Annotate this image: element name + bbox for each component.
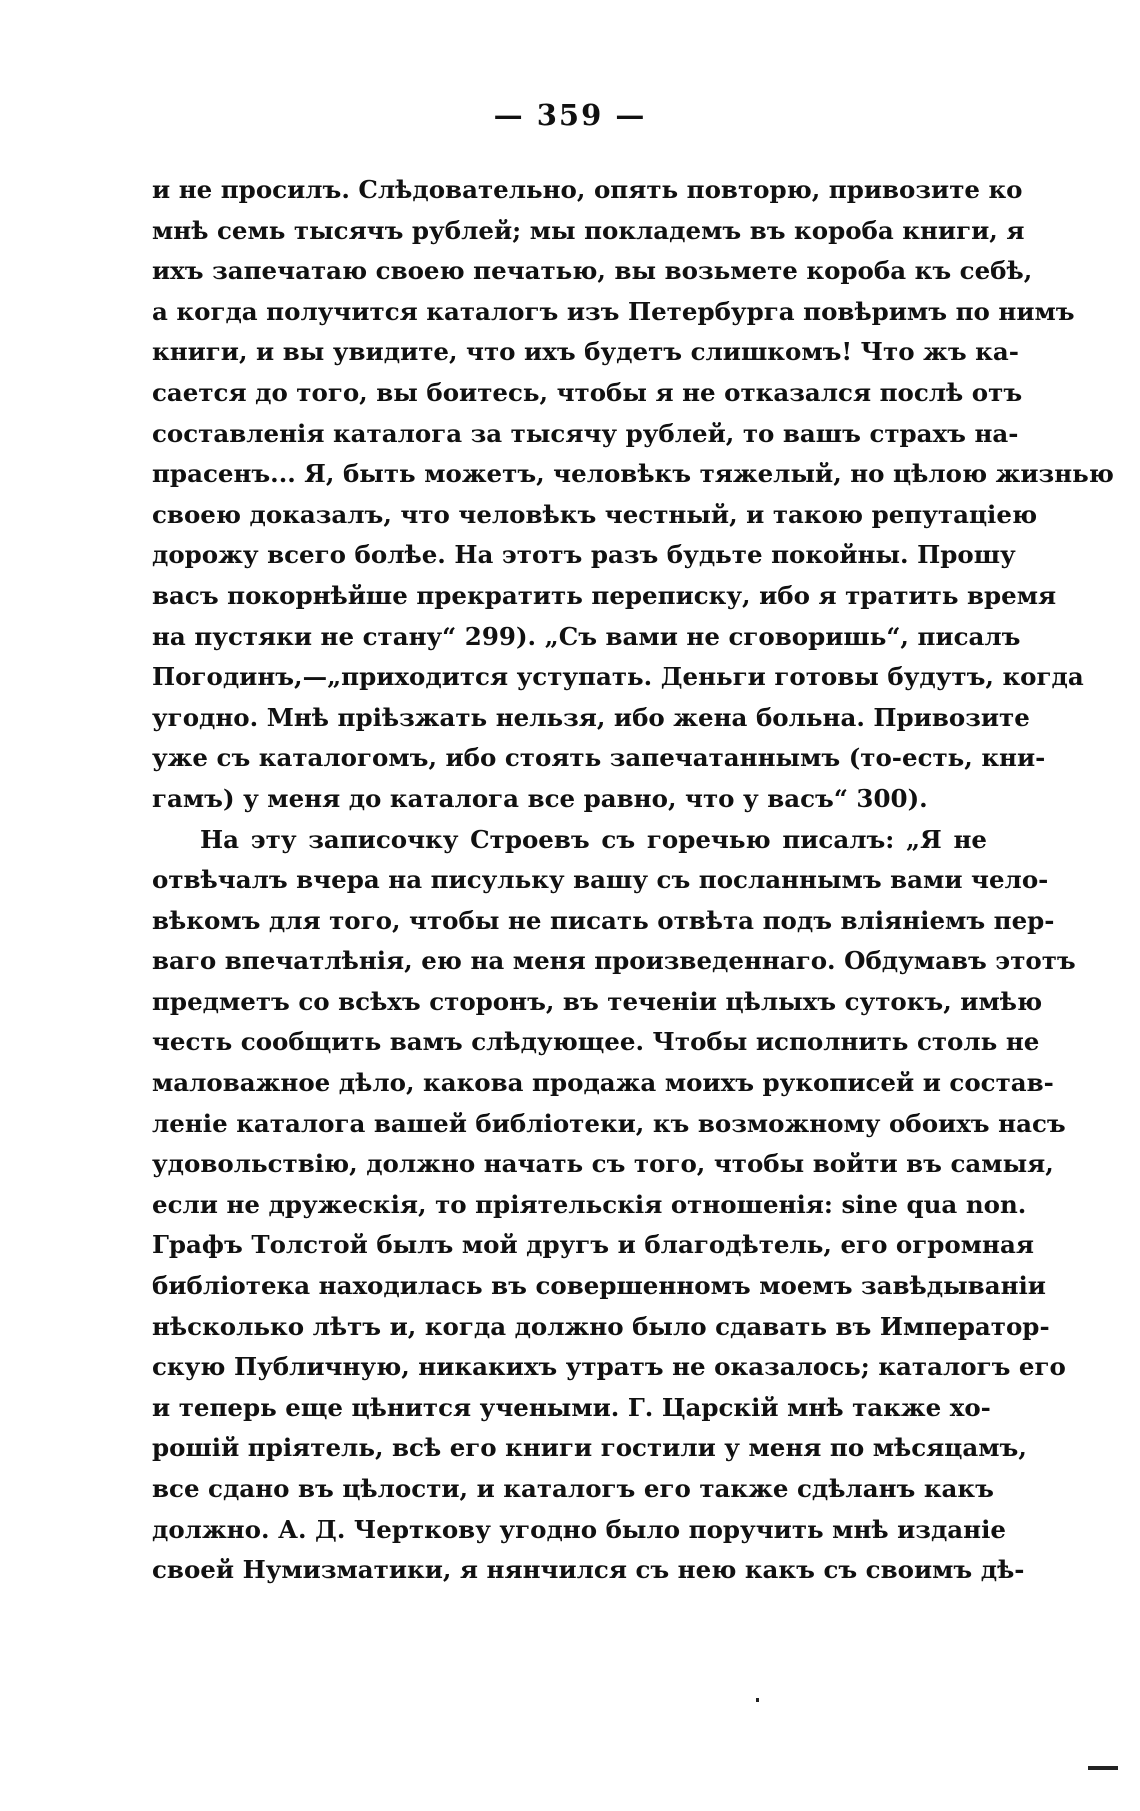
text-line: мнѣ семь тысячъ рублей; мы покладемъ въ короба книги, я — [152, 215, 1025, 245]
text-line: дорожу всего болѣе. На этотъ разъ будьте покойны. Прошу — [152, 540, 1016, 570]
page-number: — 359 — — [493, 98, 647, 132]
text-line: книги, и вы увидите, что ихъ будетъ слишкомъ! Что жъ ка- — [152, 337, 1019, 367]
text-line: скую Публичную, никакихъ утратъ не оказалось; каталогъ его — [152, 1352, 1066, 1382]
text-line: удовольствію, должно начать съ того, чтобы войти въ самыя, — [152, 1149, 1054, 1179]
scan-dot — [756, 1698, 759, 1702]
scan-mark — [1088, 1766, 1118, 1770]
text-line: рошій пріятель, всѣ его книги гостили у меня по мѣсяцамъ, — [152, 1433, 1027, 1463]
text-line: васъ покорнѣйше прекратить переписку, ибо я тратить время — [152, 580, 1057, 610]
text-line: и теперь еще цѣнится учеными. Г. Царскій мнѣ также хо- — [152, 1392, 991, 1422]
text-line: леніе каталога вашей библіотеки, къ возможному обоихъ насъ — [152, 1108, 1066, 1138]
text-line: отвѣчалъ вчера на писульку вашу съ посланнымъ вами чело- — [152, 865, 1049, 895]
text-line: уже съ каталогомъ, ибо стоять запечатаннымъ (то-есть, кни- — [152, 743, 1046, 773]
text-line: прасенъ... Я, быть можетъ, человѣкъ тяжелый, но цѣлою жизнью — [152, 459, 1114, 489]
text-line: на пустяки не стану“ 299). „Съ вами не сговоришь“, писалъ — [152, 621, 1021, 651]
text-line: своей Нумизматики, я нянчился съ нею какъ съ своимъ дѣ- — [152, 1555, 1025, 1585]
text-line: предметъ со всѣхъ сторонъ, въ теченіи цѣлыхъ сутокъ, имѣю — [152, 986, 1043, 1016]
text-line: библіотека находилась въ совершенномъ моемъ завѣдываніи — [152, 1271, 1046, 1301]
text-line: Графъ Толстой былъ мой другъ и благодѣтель, его огромная — [152, 1230, 1034, 1260]
text-line: а когда получится каталогъ изъ Петербурга повѣримъ по нимъ — [152, 296, 1075, 326]
text-line: маловажное дѣло, какова продажа моихъ рукописей и состав- — [152, 1068, 1054, 1098]
text-line: нѣсколько лѣтъ и, когда должно было сдавать въ Император- — [152, 1311, 1050, 1341]
text-line: ваго впечатлѣнія, ею на меня произведеннаго. Обдумавъ этотъ — [152, 946, 1076, 976]
text-line: составленія каталога за тысячу рублей, то вашъ страхъ на- — [152, 418, 1019, 448]
body-text — [152, 170, 1114, 1591]
paragraph-start-line: На эту записочку Строевъ съ горечью писалъ: „Я не — [200, 824, 987, 854]
text-line: угодно. Мнѣ пріѣзжать нельзя, ибо жена больна. Привозите — [152, 702, 1030, 732]
text-line: и не просилъ. Слѣдовательно, опять повторю, привозите ко — [152, 175, 1023, 204]
text-line: своею доказалъ, что человѣкъ честный, и такою репутаціею — [152, 499, 1038, 529]
text-line: честь сообщить вамъ слѣдующее. Чтобы исполнить столь не — [152, 1027, 1040, 1057]
text-line: все сдано въ цѣлости, и каталогъ его также сдѣланъ какъ — [152, 1474, 994, 1503]
paragraph-end-line: гамъ) у меня до каталога все равно, что у васъ“ 300). — [152, 783, 928, 813]
text-line: сается до того, вы боитесь, чтобы я не отказался послѣ отъ — [152, 377, 1023, 407]
text-line: ихъ запечатаю своею печатью, вы возьмете короба къ себѣ, — [152, 256, 1033, 286]
text-line: вѣкомъ для того, чтобы не писать отвѣта подъ вліяніемъ пер- — [152, 905, 1055, 935]
text-line: если не дружескія, то пріятельскія отношенія: sine qua non. — [152, 1189, 1027, 1219]
text-line: Погодинъ,—„приходится уступать. Деньги готовы будутъ, когда — [152, 662, 1084, 692]
text-line: должно. А. Д. Черткову угодно было поручить мнѣ изданіе — [152, 1514, 1006, 1544]
